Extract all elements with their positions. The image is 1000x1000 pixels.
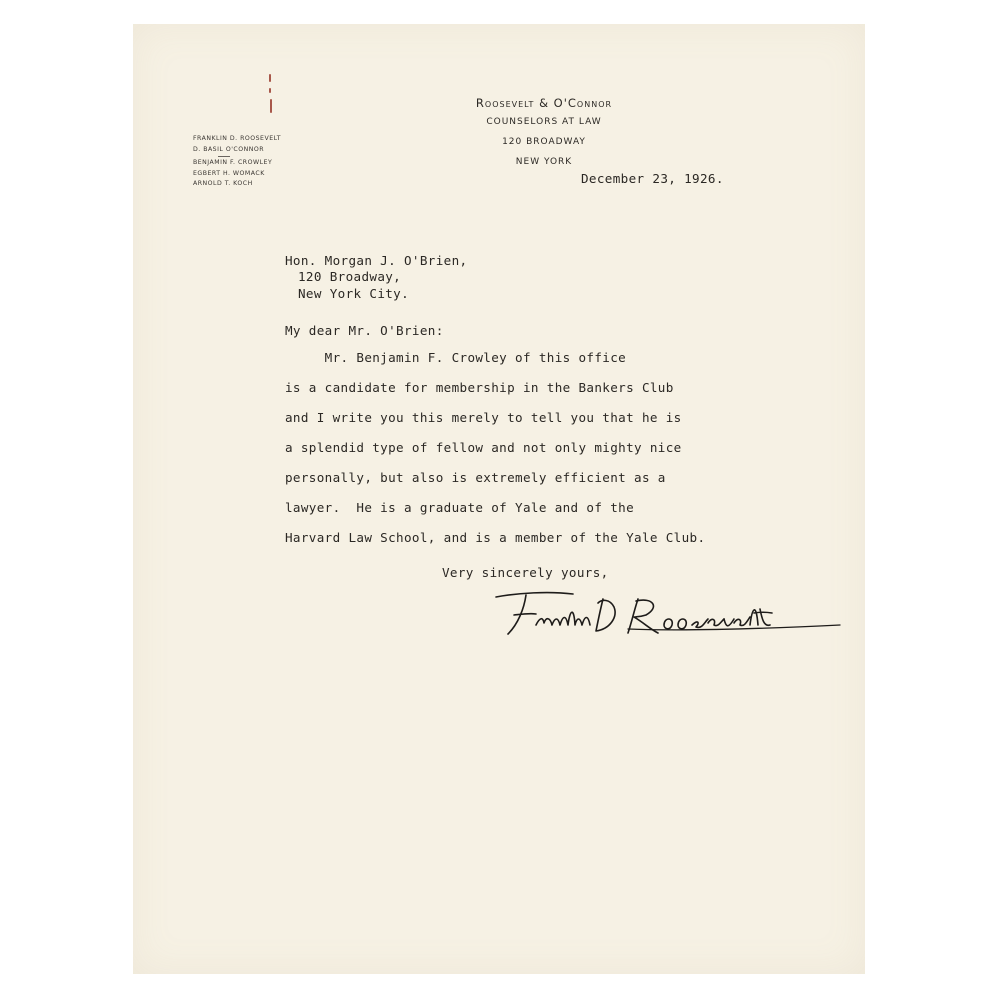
signature-image (478, 579, 848, 654)
body-line: Harvard Law School, and is a member of the Yale Club. (285, 530, 706, 545)
partners-divider (218, 156, 230, 157)
closing: Very sincerely yours, (442, 565, 609, 580)
ink-marks (269, 74, 272, 116)
body-line: Mr. Benjamin F. Crowley of this office (285, 350, 627, 365)
partner-name: EGBERT H. WOMACK (193, 169, 265, 177)
partner-name: D. BASIL O'CONNOR (193, 145, 265, 153)
letterhead-address: 120 BROADWAY (502, 137, 586, 147)
recipient-city: New York City. (298, 286, 410, 301)
letterhead-firm-name: Roosevelt & O'Connor (475, 96, 613, 110)
partner-name: FRANKLIN D. ROOSEVELT (193, 135, 281, 142)
body-line: and I write you this merely to tell you that he is (285, 410, 682, 425)
body-line: lawyer. He is a graduate of Yale and of the (285, 500, 635, 515)
letterhead-subtitle: COUNSELORS AT LAW (486, 117, 602, 127)
partners-list (193, 134, 281, 190)
letterhead-city: NEW YORK (515, 157, 573, 167)
salutation: My dear Mr. O'Brien: (285, 323, 444, 338)
recipient-street: 120 Broadway, (298, 269, 402, 284)
recipient-name: Hon. Morgan J. O'Brien, (285, 253, 468, 268)
body-line: personally, but also is extremely efficient as a (285, 470, 666, 485)
partner-name: ARNOLD T. KOCH (193, 180, 253, 188)
partner-name: BENJAMIN F. CROWLEY (193, 159, 273, 167)
letter-sheet (133, 24, 865, 974)
body-line: is a candidate for membership in the Bankers Club (285, 380, 674, 395)
letter-date: December 23, 1926. (581, 171, 724, 186)
body-line: a splendid type of fellow and not only mighty nice (285, 440, 682, 455)
